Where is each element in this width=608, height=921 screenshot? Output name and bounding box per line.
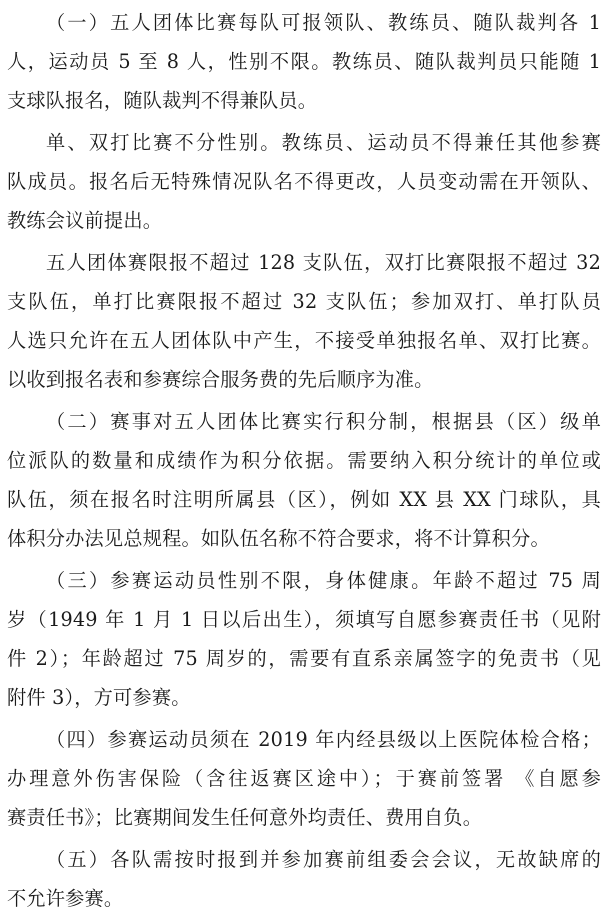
paragraph-team-limits <box>7 243 601 399</box>
text-line: （一）五人团体比赛每队可报领队、教练员、随队裁判各 1 <box>46 11 601 34</box>
paragraph-medical-insurance <box>7 720 601 837</box>
text-line: 以收到报名表和参赛综合服务费的先后顺序为准。 <box>7 368 434 391</box>
text-line: （二）赛事对五人团体比赛实行积分制，根据县（区）级单 <box>46 410 601 433</box>
text-line: （五）各队需按时报到并参加赛前组委会会议，无故缺席的 <box>46 848 601 871</box>
paragraph-team-registration <box>7 3 601 120</box>
text-line: 办理意外伤害保险（含往返赛区途中）；于赛前签署 《自愿参 <box>7 767 601 790</box>
text-line: （四）参赛运动员须在 2019 年内经县级以上医院体检合格； <box>46 728 601 751</box>
text-line: 支队伍，单打比赛限报不超过 32 支队伍；参加双打、单打队员 <box>7 290 601 313</box>
text-line: 队成员。报名后无特殊情况队名不得更改，人员变动需在开领队、 <box>7 170 601 193</box>
paragraph-attendance <box>7 840 601 918</box>
text-line: 人选只允许在五人团体队中产生，不接受单独报名单、双打比赛。 <box>7 329 601 352</box>
paragraph-age-health <box>7 561 601 717</box>
text-line: 单、双打比赛不分性别。教练员、运动员不得兼任其他参赛 <box>46 131 601 154</box>
text-line: 人，运动员 5 至 8 人，性别不限。教练员、随队裁判员只能随 1 <box>7 50 601 73</box>
text-line: 五人团体赛限报不超过 128 支队伍，双打比赛限报不超过 32 <box>46 251 601 274</box>
text-line: 体积分办法见总规程。如队伍名称不符合要求，将不计算积分。 <box>7 527 550 550</box>
text-line: 附件 3），方可参赛。 <box>7 686 191 709</box>
paragraph-singles-doubles <box>7 123 601 240</box>
document-body <box>7 3 601 921</box>
text-line: 教练会议前提出。 <box>7 209 163 232</box>
text-line: 不允许参赛。 <box>7 887 124 910</box>
text-line: 支球队报名，随队裁判不得兼队员。 <box>7 89 318 112</box>
text-line: 件 2）；年龄超过 75 周岁的，需要有直系亲属签字的免责书（见 <box>7 647 601 670</box>
text-line: （三）参赛运动员性别不限，身体健康。年龄不超过 75 周 <box>46 569 601 592</box>
text-line: 位派队的数量和成绩作为积分依据。需要纳入积分统计的单位或 <box>7 449 601 472</box>
text-line: 岁（1949 年 1 月 1 日以后出生），须填写自愿参赛责任书（见附 <box>7 608 601 631</box>
text-line: 赛责任书》；比赛期间发生任何意外均责任、费用自负。 <box>7 806 483 829</box>
paragraph-points-system <box>7 402 601 558</box>
text-line: 队伍，须在报名时注明所属县（区），例如 XX 县 XX 门球队，具 <box>7 488 601 511</box>
